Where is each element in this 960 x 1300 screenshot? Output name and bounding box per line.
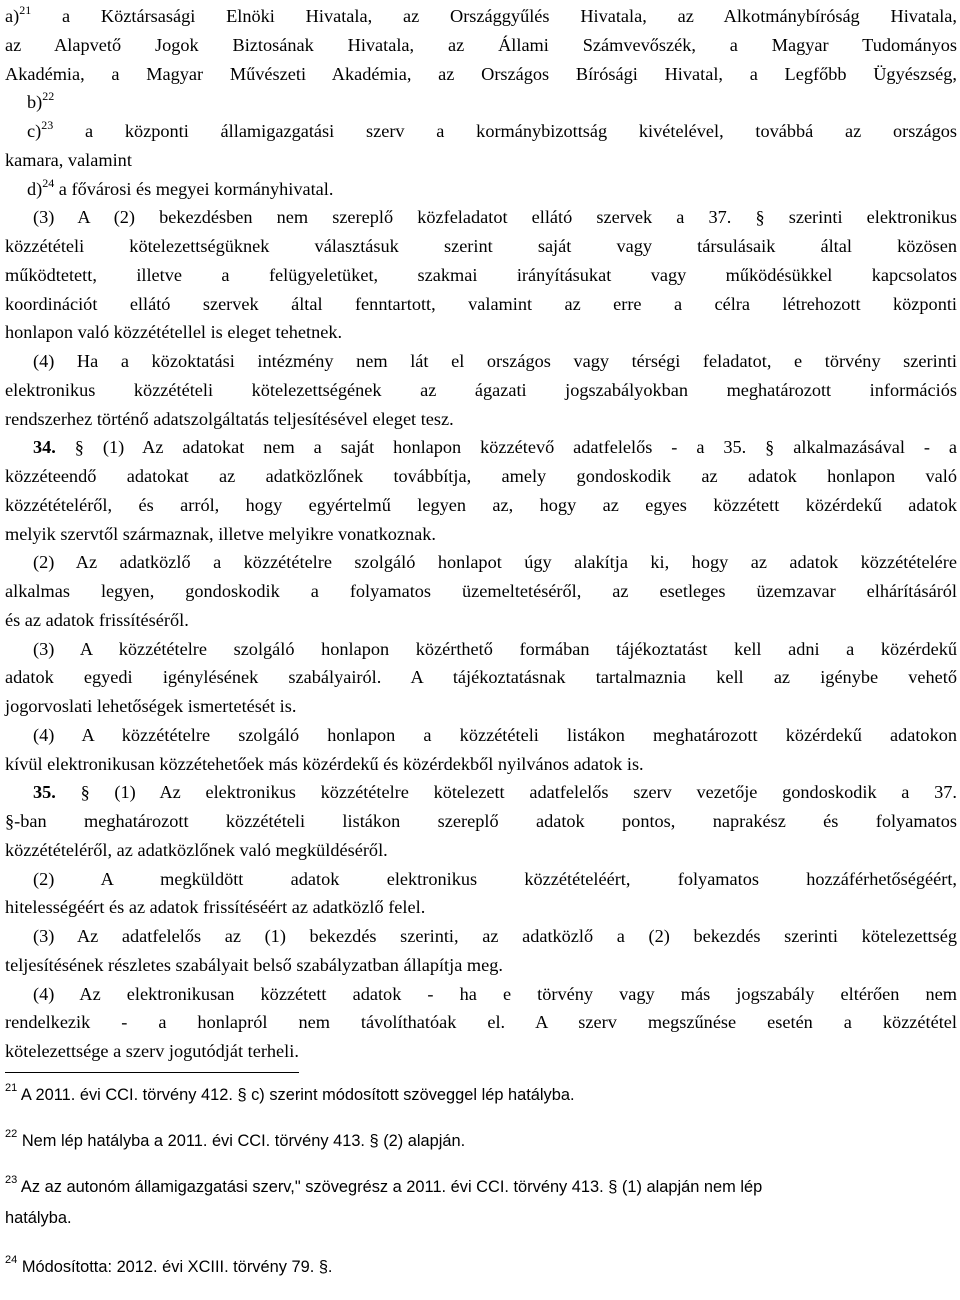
text-line: teljesítésének részletes szabályait belső szabályzatban állapítja meg. [5,954,503,975]
text-line: alkalmas legyen, gondoskodik a folyamatos üzemeltetéséről, az esetleges üzemzavar elhárításáról [5,581,957,601]
footnote-text: Módosította: 2012. évi XCIII. törvény 79. §. [21,1258,333,1276]
text-line: (4) Az elektronikusan közzétett adatok - ha e törvény vagy más jogszabály eltérően nem [33,983,957,1004]
text-line: (3) A (2) bekezdésben nem szereplő közfeladatot ellátó szervek a 37. § szerinti elektronikus [33,207,957,228]
line-text: § (1) Az elektronikus közzétételre kötelezett adatfelelős szerv vezetője gondoskodik a 37. [55,782,957,803]
text-line: elektronikus közzétételi kötelezettségének az ágazati jogszabályokban meghatározott információs [5,379,957,400]
list-item-c [5,117,957,146]
footnote-separator [5,1072,299,1073]
list-item-a [5,2,957,31]
footnote-24 [5,1252,957,1283]
footnotes [5,1080,957,1283]
text-line: (2) Az adatközlő a közzétételre szolgáló honlapot úgy alakítja ki, hogy az adatok közzétételére [33,552,957,573]
footnote-21 [5,1080,957,1111]
line-text: a fővárosi és megyei kormányhivatal. [54,178,334,199]
text-line: kívül elektronikusan közzétehetőek más közérdekű és közérdekből nyilvános adatok is. [5,753,644,774]
list-item-d [5,175,957,204]
footnote-text-continued: hatályba. [5,1209,72,1227]
text-line: közzétételi kötelezettségüknek választásuk szerint saját vagy társulásaik által közösen [5,236,957,256]
line-text: § (1) Az adatokat nem a saját honlapon közzétevő adatfelelős - a 35. § alkalmazásával - a [55,437,957,458]
text-line: rendszerhez történő adatszolgáltatás teljesítésével eleget tesz. [5,408,454,429]
footnote-text: A 2011. évi CCI. törvény 412. § c) szerint módosított szöveggel lép hatályba. [20,1086,575,1104]
footnote-number: 24 [5,1254,18,1266]
text-line: kötelezettsége a szerv jogutódját terheli. [5,1041,299,1061]
text-line: (3) A közzétételre szolgáló honlapon közérthető formában tájékoztatást kell adni a közérdekű [33,638,957,659]
section-number: 35. [33,782,56,803]
section-34-heading [5,433,957,462]
text-line: közzéteendő adatokat az adatközlőnek továbbítja, amely gondoskodik az adatok honlapon való [5,466,957,486]
text-line: §-ban meghatározott közzétételi listákon szereplő adatok pontos, naprakész és folyamatos [5,811,957,831]
text-line: közzétételéről, az adatközlőnek való megküldéséről. [5,839,388,860]
text-line: és az adatok frissítéséről. [5,609,189,630]
footnote-number: 21 [5,1082,18,1094]
footnote-ref[interactable]: 21 [19,3,32,17]
main-text [5,2,957,1066]
section-number: 34. [33,437,56,458]
footnote-22 [5,1126,957,1157]
item-label: a) [5,6,20,26]
text-line: hitelességéért és az adatok frissítéséért az adatközlő felel. [5,897,426,918]
footnote-number: 23 [5,1174,18,1186]
text-line: az Alapvető Jogok Biztosának Hivatala, az Állami Számvevőszék, a Magyar Tudományos [5,34,957,55]
text-line: melyik szervtől származnak, illetve melyikre vonatkoznak. [5,523,436,544]
text-line: (4) A közzétételre szolgáló honlapon a közzétételi listákon meghatározott közérdekű adatokon [33,724,957,745]
text-line: (2) A megküldött adatok elektronikus közzétételéért, folyamatos hozzáférhetőségéért, [33,868,957,889]
section-35-heading [5,778,957,807]
footnote-ref[interactable]: 24 [42,175,55,190]
text-line: működtetett, illetve a felügyeletüket, szakmai irányításukat vagy működésükkel kapcsolatos [5,264,957,285]
text-line: (4) Ha a közoktatási intézmény nem lát el országos vagy térségi feladatot, e törvény szerinti [33,351,957,371]
footnote-text: Nem lép hatályba a 2011. évi CCI. törvény 413. § (2) alapján. [21,1132,466,1150]
text-line: Akadémia, a Magyar Művészeti Akadémia, az Országos Bírósági Hivatal, a Legfőbb Ügyészség, [5,63,957,84]
item-label: d) [27,178,43,199]
text-line: honlapon való közzététellel is eleget tehetnek. [5,322,343,343]
text-line: közzétételéről, és arról, hogy egyértelmű legyen az, hogy az egyes közzétett közérdekű adatok [5,494,957,515]
text-line: koordinációt ellátó szervek által fenntartott, valamint az erre a célra létrehozott központi [5,293,957,314]
text-line: kamara, valamint [5,149,132,170]
list-item-b [5,88,957,117]
text-line: (3) Az adatfelelős az (1) bekezdés szerinti, az adatközlő a (2) bekezdés szerinti kötelezettség [33,926,957,946]
footnote-ref[interactable]: 22 [42,89,55,104]
item-label: c) [27,121,42,141]
line-text: a központi államigazgatási szerv a kormánybizottság kivételével, továbbá az országos [53,121,957,141]
footnote-number: 22 [5,1128,18,1140]
text-line: jogorvoslati lehetőségek ismertetését is. [5,696,297,716]
line-text: a Köztársasági Elnöki Hivatala, az Országgyűlés Hivatala, az Alkotmánybíróság Hivatala, [31,6,957,26]
text-line: rendelkezik - a honlapról nem távolíthatóak el. A szerv megszűnése esetén a közzététel [5,1012,957,1033]
footnote-ref[interactable]: 23 [41,118,54,132]
footnote-23 [5,1172,957,1234]
footnote-text: Az az autonóm államigazgatási szerv," szövegrész a 2011. évi CCI. törvény 413. § (1) alapján nem lép [20,1178,763,1196]
item-label: b) [27,92,43,113]
text-line: adatok egyedi igénylésének szabályairól. A tájékoztatásnak tartalmaznia kell az igénybe vehető [5,667,957,688]
